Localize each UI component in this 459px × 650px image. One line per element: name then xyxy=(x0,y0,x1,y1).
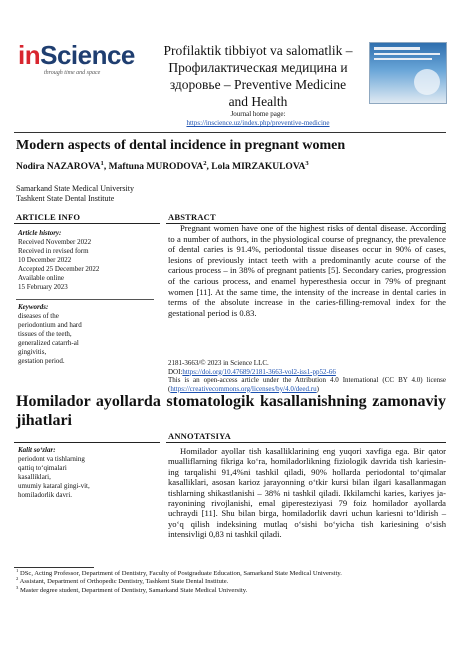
footnote-sup: 2 xyxy=(16,576,19,582)
logo-tagline: through time and space xyxy=(44,70,101,76)
history-item: Available online xyxy=(18,274,64,282)
affiliation: Tashkent State Dental Institute xyxy=(16,194,115,203)
journal-title-line: and Health xyxy=(228,94,288,109)
article-info-rule xyxy=(14,223,160,224)
homepage-link[interactable]: https://inscience.uz/index.php/preventive-medicine xyxy=(186,119,330,127)
annotation-heading: ANNOTATSIYA xyxy=(168,431,231,441)
affiliations xyxy=(16,184,316,204)
keyword-item: diseases of the xyxy=(18,312,59,320)
homepage-label: Journal home page: xyxy=(230,110,286,118)
uz-keywords-label: Kalit so‘zlar: xyxy=(18,446,56,454)
journal-header xyxy=(14,40,446,132)
annotation-text: Homilador ayollar tish kasalliklarining eng yuqori xavfiga ega. Bir qator mualliflarning fikriga ko‘ra, homiladorlikning fiziologik davrida tish kariesin-ing tarqalishi 91,4%ni tashkil qiladi, 90% hollarda periodontal to‘qimalar kasalliklari, asosan karioz jarayonning o‘tkir kursi bilan ilgari kasallanmagan tishlarning shikastlanishi – 38% ni tashkil qiladi. Ikkilamchi karies, kariyes ja-rayonining rivojlanishi, emal giperesteziyasi 79 foiz homilador ayollarda uchraydi [11]. Shu bilan birga, homiladorlik davri uchun kariesni to‘ldirish – yo‘q qilish indeksining mutlaq o‘sishi bo‘yicha tish kariesining o‘sish intensivligi 0,83 ni tashkil qiladi. xyxy=(168,446,446,540)
uz-keyword-item: umumiy kataral gingi-vit, xyxy=(18,482,90,490)
keywords-block xyxy=(18,303,160,366)
author-name: Nodira NAZAROVA xyxy=(16,162,101,172)
author-sup: 2 xyxy=(203,159,207,167)
history-item: Received November 2022 xyxy=(18,238,92,246)
doi-label: DOI: xyxy=(168,367,183,376)
annotation-rule xyxy=(166,442,446,443)
issn-line: 2181-3663/© 2023 in Science LLC. xyxy=(168,359,269,367)
logo-science-text: Science xyxy=(40,40,135,70)
keyword-item: generalized catarrh-al xyxy=(18,339,79,347)
history-item: 15 February 2023 xyxy=(18,283,68,291)
abstract-text: Pregnant women have one of the highest risks of dental disease. According to a number of authors, in the physiological course of pregnancy, the prevalence of dental caries is 91.4%, periodontal tissue diseases occur in 90% of cases, lesions of previously intact teeth with a predominantly acute course of the carious process – in 38% of pregnant patients [5]. Secondary caries, progression of the carious process, and enamel hyperesthesia occur in 79% of pregnant women [11]. At the same time, the intensity of the increase in dental caries in terms of the absolute increase in the caries-filling-removal index for the gestational period is 0.83. xyxy=(168,223,446,318)
uzbek-article-title: Homilador ayollarda stomatologik kasallanishning zamonaviy jihatlari xyxy=(16,393,446,429)
keywords-label: Keywords: xyxy=(18,303,49,311)
uz-keywords-rule xyxy=(14,442,160,443)
uz-keyword-item: periodont va tishlarning xyxy=(18,455,85,463)
footnote xyxy=(16,578,448,586)
article-info-heading: ARTICLE INFO xyxy=(16,212,81,222)
footnote-text: DSc, Acting Professor, Department of Dentistry, Faculty of Postgraduate Education, Samarkand State Medical University. xyxy=(19,570,342,577)
article-history xyxy=(18,229,160,292)
history-item: Accepted 25 December 2022 xyxy=(18,265,100,273)
uz-keyword-item: qattiq to‘qimalari xyxy=(18,464,67,472)
license-end: ) xyxy=(316,384,319,393)
footnote-sup: 3 xyxy=(16,584,19,590)
sidebar-divider xyxy=(16,299,154,300)
uz-keyword-item: homiladorlik davri. xyxy=(18,491,73,499)
footnote-text: Master degree student, Department of Dentistry, Samarkand State Medical University. xyxy=(19,586,248,594)
inscience-logo xyxy=(18,42,136,76)
keyword-item: gestation period. xyxy=(18,357,65,365)
author-name: Maftuna MURODOVA xyxy=(108,162,204,172)
author-sup: 1 xyxy=(100,159,104,167)
header-divider xyxy=(14,132,446,133)
journal-title xyxy=(144,42,372,110)
article-title: Modern aspects of dental incidence in pregnant women xyxy=(16,138,346,153)
uz-keywords-block xyxy=(18,446,160,500)
license-link[interactable]: https://creativecommons.org/licenses/by/4.0/deed.ru xyxy=(170,384,317,393)
publication-info xyxy=(168,359,446,393)
footnote-rule xyxy=(14,567,94,568)
footnote-sup: 1 xyxy=(16,567,19,573)
authors-line: Nodira NAZAROVA$^1$, Maftuna MURODOVA$^2$, Lola MIRZAKULOVA$^3$ xyxy=(16,159,309,172)
history-label: Article history: xyxy=(18,229,62,237)
keyword-item: periodontium and hard xyxy=(18,321,82,329)
abstract-heading: ABSTRACT xyxy=(168,212,216,222)
keyword-item: tissues of the teeth, xyxy=(18,330,72,338)
journal-title-line: здоровье – Preventive Medicine xyxy=(169,77,347,92)
journal-homepage xyxy=(144,110,372,128)
affiliation: Samarkand State Medical University xyxy=(16,184,134,193)
footnote-text: Assistant, Department of Orthopedic Dentistry, Tashkent State Dental Institute. xyxy=(19,578,229,586)
journal-title-line: Profilaktik tibbiyot va salomatlik – xyxy=(163,43,353,58)
footnote xyxy=(16,584,448,595)
author-name: Lola MIRZAKULOVA xyxy=(211,162,306,172)
logo-in-text: in xyxy=(18,40,41,70)
history-item: 10 December 2022 xyxy=(18,256,72,264)
journal-cover-image xyxy=(369,42,447,104)
uz-keyword-item: kasalliklari, xyxy=(18,473,51,481)
license-text: This is an open-access article under the Attribution 4.0 International (CC BY 4.0) license ( xyxy=(168,376,446,393)
doi-link[interactable]: https://doi.org/10.47689/2181-3663-vol2-iss1-pp52-66 xyxy=(182,367,336,376)
author-sup: 3 xyxy=(305,159,309,167)
journal-title-line: Профилактическая медицина и xyxy=(168,60,348,75)
keyword-item: gingivitis, xyxy=(18,348,47,356)
history-item: Received in revised form xyxy=(18,247,89,255)
footnotes xyxy=(16,567,448,595)
